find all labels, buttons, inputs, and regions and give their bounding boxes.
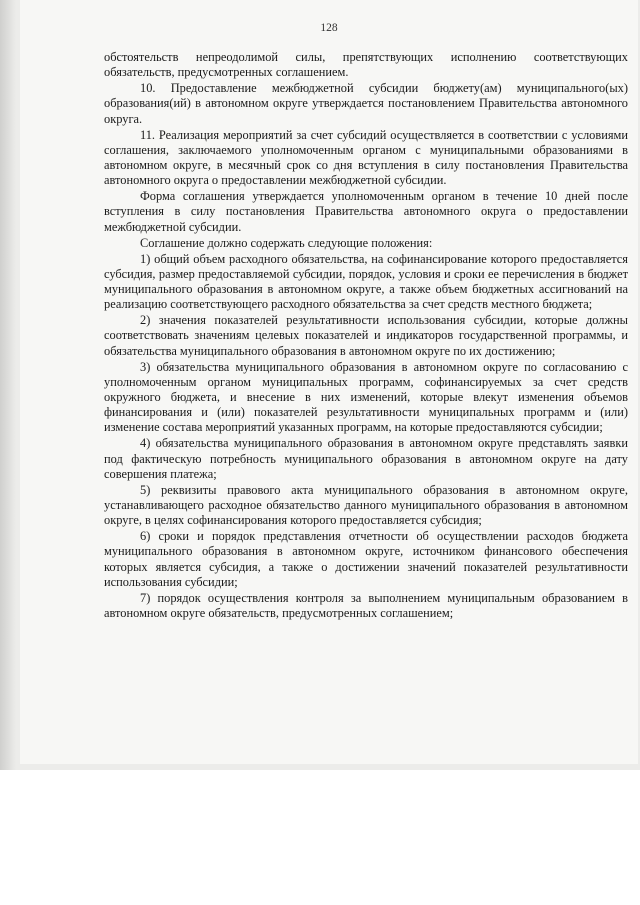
list-item-6: 6) сроки и порядок представления отчетности об осуществлении расходов бюджета муниципального образования в автономном округе, источником финансового обеспечения которых является субсидия, а также о достижении значений показателей результативности использования субсидии;: [104, 529, 628, 589]
list-item-1: 1) общий объем расходного обязательства, на софинансирование которого предоставляется субсидия, размер предоставляемой субсидии, порядок, условия и сроки ее перечисления в бюджет муниципального образования в автономном округе, а также объем бюджетных ассигнований на реализацию соответствующего расходного обязательства за счет средств местного бюджета;: [104, 251, 628, 312]
list-item-5: 5) реквизиты правового акта муниципального образования в автономном округе, устанавливающего расходное обязательство данного муниципального образования в автономном округе, в целях софинансирования которого предоставляется субсидия;: [104, 482, 628, 528]
paragraph-item-11: 11. Реализация мероприятий за счет субсидий осуществляется в соответствии с условиями соглашения, заключаемого уполномоченным органом с муниципальными образованиями в автономном округе, в месячный срок со дня вступления в силу постановления Правительства автономного округа о предоставлении межбюджетной субсидии.: [104, 127, 628, 188]
list-item-4: 4) обязательства муниципального образования в автономном округе представлять заявки под фактическую потребность муниципального образования в автономном округе на дату совершения платежа;: [104, 436, 628, 481]
list-item-3: 3) обязательства муниципального образования в автономном округе по согласованию с уполномоченным органом муниципальных программ, софинансируемых за счет средств окружного бюджета, и внесение в них изменений, которые влекут изменения объемов финансирования и (или) показателей результативности муниципальных программ и (или) изменение состава мероприятий указанных программ, на которые предоставляются субсидии;: [104, 359, 628, 435]
page-number: 128: [320, 22, 338, 34]
paragraph-item-10: 10. Предоставление межбюджетной субсидии бюджету(ам) муниципального(ых) образования(ий) в автономном округе утверждается постановлением Правительства автономного округа.: [104, 81, 628, 126]
document-page: [20, 0, 638, 764]
list-item-2: 2) значения показателей результативности использования субсидии, которые должны соответствовать значениям целевых показателей и индикаторов государственной программы, и обязательства муниципального образования в автономном округе по их достижению;: [104, 313, 628, 358]
paragraph-agreement-form: Форма соглашения утверждается уполномоченным органом в течение 10 дней после вступления в силу постановления Правительства автономного округа о предоставлении межбюджетной субсидии.: [104, 189, 628, 234]
paragraph-continuation: обстоятельств непреодолимой силы, препятствующих исполнению соответствующих обязательств, предусмотренных соглашением.: [104, 50, 628, 80]
scan-shadow-edge: [0, 0, 16, 770]
paragraph-agreement-provisions: Соглашение должно содержать следующие положения:: [140, 235, 433, 250]
list-item-7: 7) порядок осуществления контроля за выполнением муниципальным образованием в автономном округе обязательств, предусмотренных соглашением;: [104, 590, 628, 621]
document-body: [104, 50, 628, 622]
